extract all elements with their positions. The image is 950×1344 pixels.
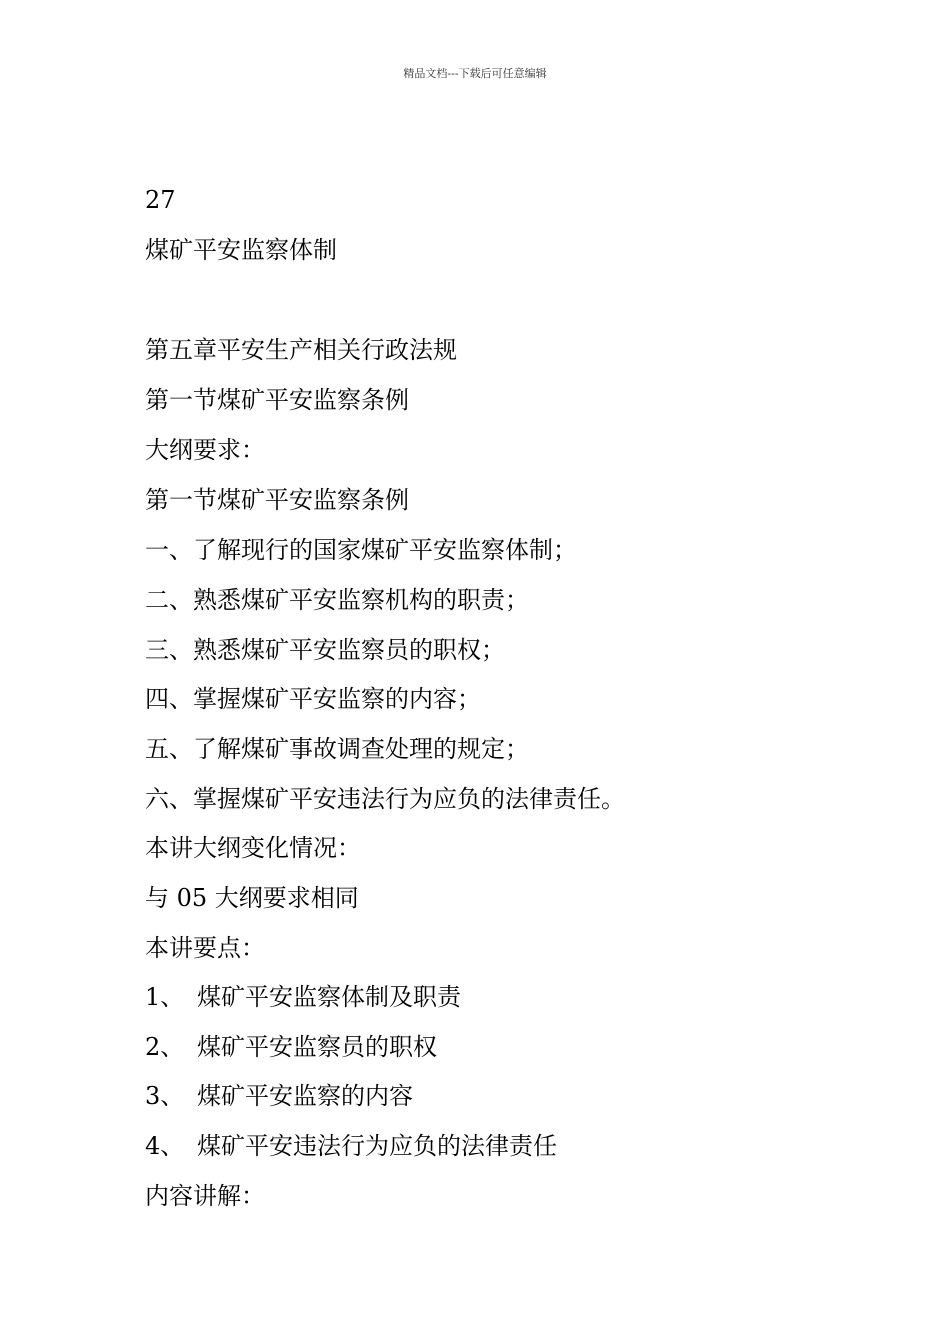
keypoint-item xyxy=(145,1131,557,1161)
requirement-item: 六、掌握煤矿平安违法行为应负的法律责任。 xyxy=(145,785,625,813)
requirement-item: 二、熟悉煤矿平安监察机构的职责； xyxy=(145,586,529,614)
keypoint-text: 煤矿平安监察的内容 xyxy=(197,1082,413,1110)
changes-label: 本讲大纲变化情况： xyxy=(145,834,361,862)
outline-label: 大纲要求： xyxy=(145,436,265,464)
section-heading: 第一节煤矿平安监察条例 xyxy=(145,386,409,414)
keypoint-item xyxy=(145,1032,437,1062)
keypoint-number: 3、 xyxy=(145,1082,185,1110)
outline-section: 第一节煤矿平安监察条例 xyxy=(145,486,409,514)
requirement-item: 一、了解现行的国家煤矿平安监察体制； xyxy=(145,536,577,564)
doc-title: 煤矿平安监察体制 xyxy=(145,236,337,264)
keypoints-label: 本讲要点： xyxy=(145,934,265,962)
keypoint-number: 1、 xyxy=(145,983,185,1011)
keypoint-text: 煤矿平安违法行为应负的法律责任 xyxy=(197,1132,557,1160)
changes-text: 与 05 大纲要求相同 xyxy=(145,884,359,912)
keypoint-text: 煤矿平安监察体制及职责 xyxy=(197,983,461,1011)
requirement-item: 四、掌握煤矿平安监察的内容； xyxy=(145,685,481,713)
requirement-item: 五、了解煤矿事故调查处理的规定； xyxy=(145,735,529,763)
page-header: 精品文档---下载后可任意编辑 xyxy=(403,67,547,80)
keypoint-item xyxy=(145,982,461,1012)
keypoint-number: 4、 xyxy=(145,1132,185,1160)
keypoint-item xyxy=(145,1081,413,1111)
keypoint-text: 煤矿平安监察员的职权 xyxy=(197,1033,437,1061)
content-label: 内容讲解： xyxy=(145,1182,265,1210)
requirement-item: 三、熟悉煤矿平安监察员的职权； xyxy=(145,636,505,664)
chapter-heading: 第五章平安生产相关行政法规 xyxy=(145,336,457,364)
page-number: 27 xyxy=(145,186,176,214)
keypoint-number: 2、 xyxy=(145,1033,185,1061)
